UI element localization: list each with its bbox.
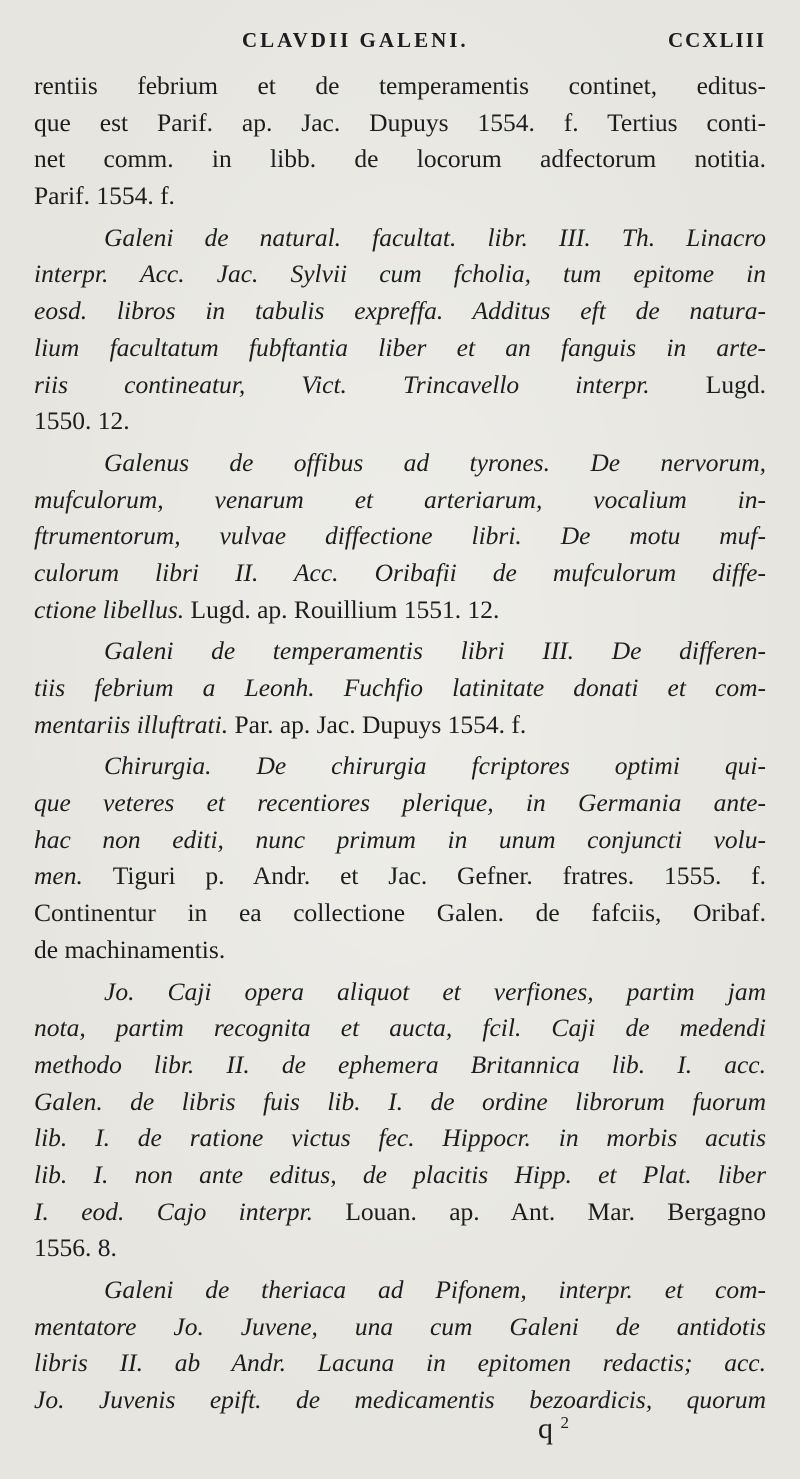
text-line bbox=[34, 220, 766, 257]
running-title: CLAVDII GALENI. bbox=[242, 28, 469, 52]
text-line bbox=[34, 555, 766, 592]
italic-segment: culorum libri II. Acc. Oribafii de mufculorum diffe- bbox=[34, 557, 766, 587]
text-line bbox=[34, 1010, 766, 1047]
body-text bbox=[34, 68, 766, 1419]
text-line bbox=[34, 1194, 766, 1231]
text-line bbox=[34, 1382, 766, 1419]
text-line bbox=[34, 592, 766, 629]
italic-segment: lium facultatum fubftantia liber et an fanguis in arte- bbox=[34, 332, 766, 362]
text-line bbox=[34, 141, 766, 178]
roman-segment: de machinamentis. bbox=[34, 934, 226, 964]
roman-segment: Par. ap. Jac. Dupuys 1554. f. bbox=[234, 709, 527, 739]
italic-segment: riis contineatur, Vict. Trincavello interpr. bbox=[34, 369, 706, 399]
italic-segment: eosd. libros in tabulis expreffa. Additus eft de natura- bbox=[34, 296, 766, 326]
text-line bbox=[34, 445, 766, 482]
text-line bbox=[34, 330, 766, 367]
paragraph bbox=[34, 220, 766, 440]
italic-segment: methodo libr. II. de ephemera Britannica lib. I. acc. bbox=[34, 1049, 766, 1079]
text-line bbox=[34, 1230, 766, 1267]
italic-segment: Galen. de libris fuis lib. I. de ordine librorum fuorum bbox=[34, 1086, 766, 1116]
italic-segment: tiis febrium a Leonh. Fuchfio latinitate donati et com- bbox=[34, 673, 766, 702]
text-line bbox=[34, 256, 766, 293]
text-line bbox=[34, 68, 766, 105]
roman-segment: Tiguri p. Andr. et Jac. Gefner. fratres. 1555. f. bbox=[112, 861, 766, 891]
text-line bbox=[34, 895, 766, 932]
italic-segment: hac non editi, nunc primum in unum conjuncti volu- bbox=[34, 824, 766, 854]
italic-segment: Jo. Juvenis epift. de medicamentis bezoardicis, quorum bbox=[34, 1385, 766, 1415]
text-line bbox=[34, 1309, 766, 1346]
roman-segment: 1556. 8. bbox=[34, 1233, 117, 1263]
roman-segment: Continentur in ea collectione Galen. de fafciis, Oribaf. bbox=[34, 898, 766, 928]
roman-segment: 1550. 12. bbox=[34, 406, 130, 436]
text-line bbox=[34, 707, 766, 744]
text-line bbox=[34, 482, 766, 519]
text-line bbox=[34, 1047, 766, 1084]
paragraph bbox=[34, 748, 766, 968]
italic-segment: Galeni de natural. facultat. libr. III. Th. Linacro bbox=[104, 222, 766, 252]
italic-segment: interpr. Acc. Jac. Sylvii cum fcholia, tum epitome in bbox=[34, 259, 766, 289]
text-line bbox=[34, 403, 766, 440]
roman-segment: net comm. in libb. de locorum adfectorum notitia. bbox=[34, 144, 766, 174]
italic-segment: Galeni de temperamentis libri III. De differen- bbox=[104, 636, 766, 666]
paragraph bbox=[34, 68, 766, 215]
paragraph bbox=[34, 633, 766, 743]
text-line bbox=[34, 974, 766, 1011]
text-line bbox=[34, 633, 766, 670]
italic-segment: que veteres et recentiores plerique, in Germania ante- bbox=[34, 788, 766, 818]
text-line bbox=[34, 785, 766, 822]
roman-segment: Lugd. ap. Rouillium 1551. 12. bbox=[190, 594, 500, 624]
text-line bbox=[34, 858, 766, 895]
text-line bbox=[34, 178, 766, 215]
italic-segment: mentariis illuftrati. bbox=[34, 709, 235, 739]
text-line bbox=[34, 822, 766, 859]
text-line bbox=[34, 1157, 766, 1194]
italic-segment: Galenus de offibus ad tyrones. De nervorum, bbox=[104, 447, 766, 477]
italic-segment: nota, partim recognita et aucta, fcil. Caji de medendi bbox=[34, 1013, 766, 1043]
italic-segment: mentatore Jo. Juvene, una cum Galeni de antidotis bbox=[34, 1311, 766, 1341]
text-line bbox=[34, 293, 766, 330]
text-line bbox=[34, 1272, 766, 1309]
roman-segment: que est Parif. ap. Jac. Dupuys 1554. f. Tertius conti- bbox=[34, 107, 766, 137]
page-number: CCXLIII bbox=[667, 28, 766, 52]
text-line bbox=[34, 932, 766, 969]
italic-segment: men. bbox=[34, 861, 113, 891]
roman-segment: Lugd. bbox=[705, 369, 766, 399]
text-line bbox=[34, 367, 766, 404]
italic-segment: Jo. Caji opera aliquot et verfiones, partim jam bbox=[104, 976, 766, 1006]
signature-number: 2 bbox=[560, 1413, 569, 1432]
paragraph bbox=[34, 974, 766, 1268]
italic-segment: Chirurgia. De chirurgia fcriptores optimi qui- bbox=[104, 751, 766, 781]
italic-segment: libris II. ab Andr. Lacuna in epitomen redactis; acc. bbox=[34, 1348, 766, 1378]
text-line bbox=[34, 105, 766, 142]
paragraph bbox=[34, 1272, 766, 1419]
text-line bbox=[34, 670, 766, 707]
italic-segment: ctione libellus. bbox=[34, 594, 191, 624]
signature-mark bbox=[538, 1412, 569, 1446]
page-header bbox=[34, 28, 766, 68]
roman-segment: rentiis febrium et de temperamentis continet, editus- bbox=[34, 71, 766, 100]
text-line bbox=[34, 1120, 766, 1157]
roman-segment: Louan. ap. Ant. Mar. Bergagno bbox=[345, 1196, 766, 1226]
text-line bbox=[34, 518, 766, 555]
roman-segment: Parif. 1554. f. bbox=[34, 181, 175, 211]
italic-segment: lib. I. de ratione victus fec. Hippocr. in morbis acutis bbox=[34, 1123, 766, 1153]
italic-segment: Galeni de theriaca ad Pifonem, interpr. et com- bbox=[104, 1275, 766, 1304]
italic-segment: ftrumentorum, vulvae diffectione libri. De motu muf- bbox=[34, 521, 766, 551]
italic-segment: lib. I. non ante editus, de placitis Hipp. et Plat. liber bbox=[34, 1159, 766, 1189]
paragraph bbox=[34, 445, 766, 628]
text-line bbox=[34, 1084, 766, 1121]
text-line bbox=[34, 1345, 766, 1382]
text-line bbox=[34, 748, 766, 785]
signature-letter: q bbox=[538, 1412, 553, 1445]
italic-segment: mufculorum, venarum et arteriarum, vocalium in- bbox=[34, 484, 766, 514]
italic-segment: I. eod. Cajo interpr. bbox=[34, 1196, 346, 1226]
